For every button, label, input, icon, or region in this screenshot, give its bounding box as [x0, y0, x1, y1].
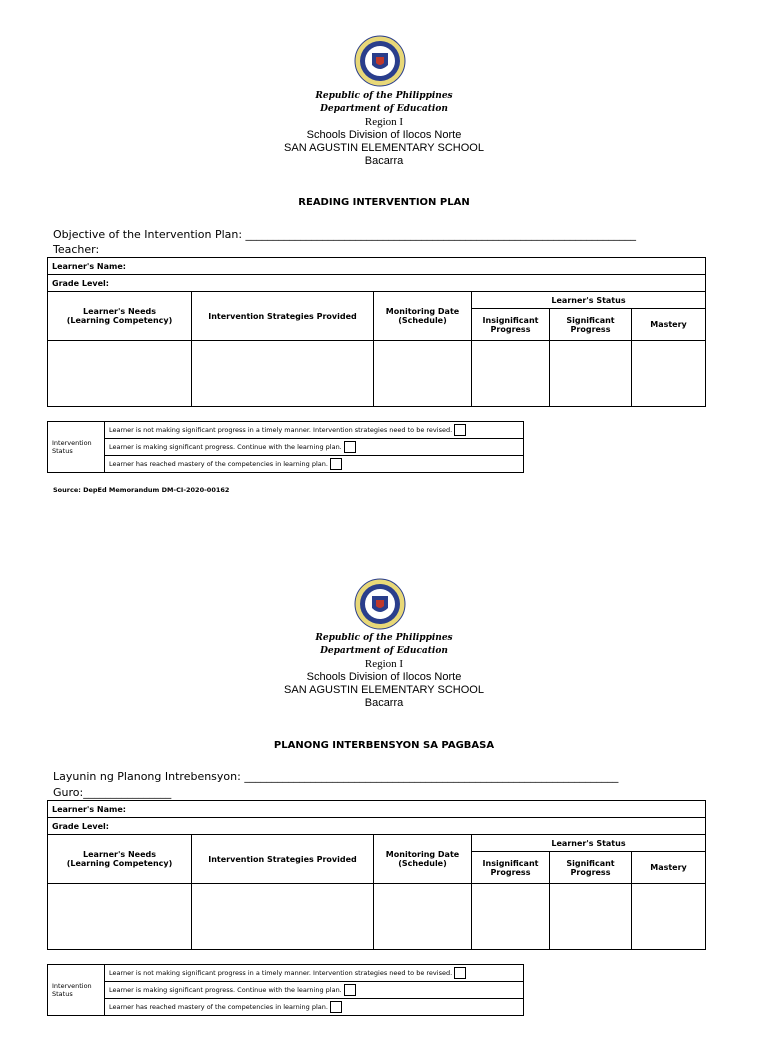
- needs-cell[interactable]: [48, 884, 192, 950]
- learner-name-field[interactable]: Learner's Name:: [48, 801, 706, 818]
- grade-level-field[interactable]: Grade Level:: [48, 818, 706, 835]
- intervention-status-table: [47, 421, 524, 473]
- department-text: Department of Education: [320, 646, 448, 656]
- objective-field[interactable]: Layunin ng Planong Intrebensyon: ____________________________________________________________________: [53, 770, 619, 783]
- checkbox-icon[interactable]: [330, 1001, 342, 1013]
- col-monitoring: Monitoring Date (Schedule): [374, 835, 472, 884]
- town-text: Bacarra: [364, 697, 404, 709]
- status-option-revise[interactable]: Learner is not making significant progress in a timely manner. Intervention strategies need to be revised.: [105, 965, 524, 982]
- status-option-continue[interactable]: Learner is making significant progress. Continue with the learning plan.: [105, 439, 524, 456]
- col-significant: Significant Progress: [550, 309, 632, 341]
- letterhead: [0, 90, 768, 168]
- learner-name-field[interactable]: Learner's Name:: [48, 258, 706, 275]
- strategies-cell[interactable]: [192, 341, 374, 407]
- deped-seal-icon: [354, 578, 406, 630]
- town-text: Bacarra: [364, 155, 404, 167]
- page-filipino: [0, 543, 768, 1055]
- intervention-status-table: [47, 964, 524, 1016]
- republic-text: Republic of the Philippines: [315, 91, 453, 101]
- status-option-mastery[interactable]: Learner has reached mastery of the competencies in learning plan.: [105, 456, 524, 473]
- republic-text: Republic of the Philippines: [315, 633, 453, 643]
- region-text: Region I: [364, 658, 404, 670]
- col-learners-needs: Learner's Needs (Learning Competency): [48, 292, 192, 341]
- col-mastery: Mastery: [632, 852, 706, 884]
- status-label: Intervention Status: [48, 422, 105, 473]
- checkbox-icon[interactable]: [454, 424, 466, 436]
- region-text: Region I: [364, 116, 404, 128]
- checkbox-icon[interactable]: [454, 967, 466, 979]
- teacher-field[interactable]: Guro:________________: [53, 786, 172, 799]
- col-mastery: Mastery: [632, 309, 706, 341]
- teacher-field[interactable]: Teacher:: [53, 243, 100, 256]
- significant-cell[interactable]: [550, 341, 632, 407]
- source-note: Source: DepEd Memorandum DM-CI-2020-00162: [53, 486, 230, 494]
- col-strategies: Intervention Strategies Provided: [192, 292, 374, 341]
- department-text: Department of Education: [320, 104, 448, 114]
- col-significant: Significant Progress: [550, 852, 632, 884]
- strategies-cell[interactable]: [192, 884, 374, 950]
- col-learners-status: Learner's Status: [472, 292, 706, 309]
- division-text: Schools Division of Ilocos Norte: [306, 129, 462, 141]
- insignificant-cell[interactable]: [472, 884, 550, 950]
- mastery-cell[interactable]: [632, 341, 706, 407]
- status-option-mastery[interactable]: Learner has reached mastery of the competencies in learning plan.: [105, 999, 524, 1016]
- deped-seal-icon: [354, 35, 406, 87]
- letterhead: [0, 632, 768, 710]
- col-learners-needs: Learner's Needs (Learning Competency): [48, 835, 192, 884]
- significant-cell[interactable]: [550, 884, 632, 950]
- status-option-revise[interactable]: Learner is not making significant progress in a timely manner. Intervention strategies need to be revised.: [105, 422, 524, 439]
- checkbox-icon[interactable]: [344, 441, 356, 453]
- status-label: Intervention Status: [48, 965, 105, 1016]
- col-monitoring: Monitoring Date (Schedule): [374, 292, 472, 341]
- col-insignificant: Insignificant Progress: [472, 852, 550, 884]
- col-strategies: Intervention Strategies Provided: [192, 835, 374, 884]
- mastery-cell[interactable]: [632, 884, 706, 950]
- page-english: [0, 0, 768, 512]
- checkbox-icon[interactable]: [330, 458, 342, 470]
- insignificant-cell[interactable]: [472, 341, 550, 407]
- status-option-continue[interactable]: Learner is making significant progress. Continue with the learning plan.: [105, 982, 524, 999]
- monitoring-cell[interactable]: [374, 884, 472, 950]
- monitoring-cell[interactable]: [374, 341, 472, 407]
- school-text: SAN AGUSTIN ELEMENTARY SCHOOL: [284, 684, 484, 696]
- col-insignificant: Insignificant Progress: [472, 309, 550, 341]
- needs-cell[interactable]: [48, 341, 192, 407]
- checkbox-icon[interactable]: [344, 984, 356, 996]
- form-title: PLANONG INTERBENSYON SA PAGBASA: [273, 740, 495, 751]
- col-learners-status: Learner's Status: [472, 835, 706, 852]
- school-text: SAN AGUSTIN ELEMENTARY SCHOOL: [284, 142, 484, 154]
- grade-level-field[interactable]: Grade Level:: [48, 275, 706, 292]
- objective-field[interactable]: Objective of the Intervention Plan: _______________________________________________________________________: [53, 228, 637, 241]
- intervention-table: [47, 800, 706, 950]
- form-title: READING INTERVENTION PLAN: [298, 197, 470, 208]
- division-text: Schools Division of Ilocos Norte: [306, 671, 462, 683]
- intervention-table: [47, 257, 706, 407]
